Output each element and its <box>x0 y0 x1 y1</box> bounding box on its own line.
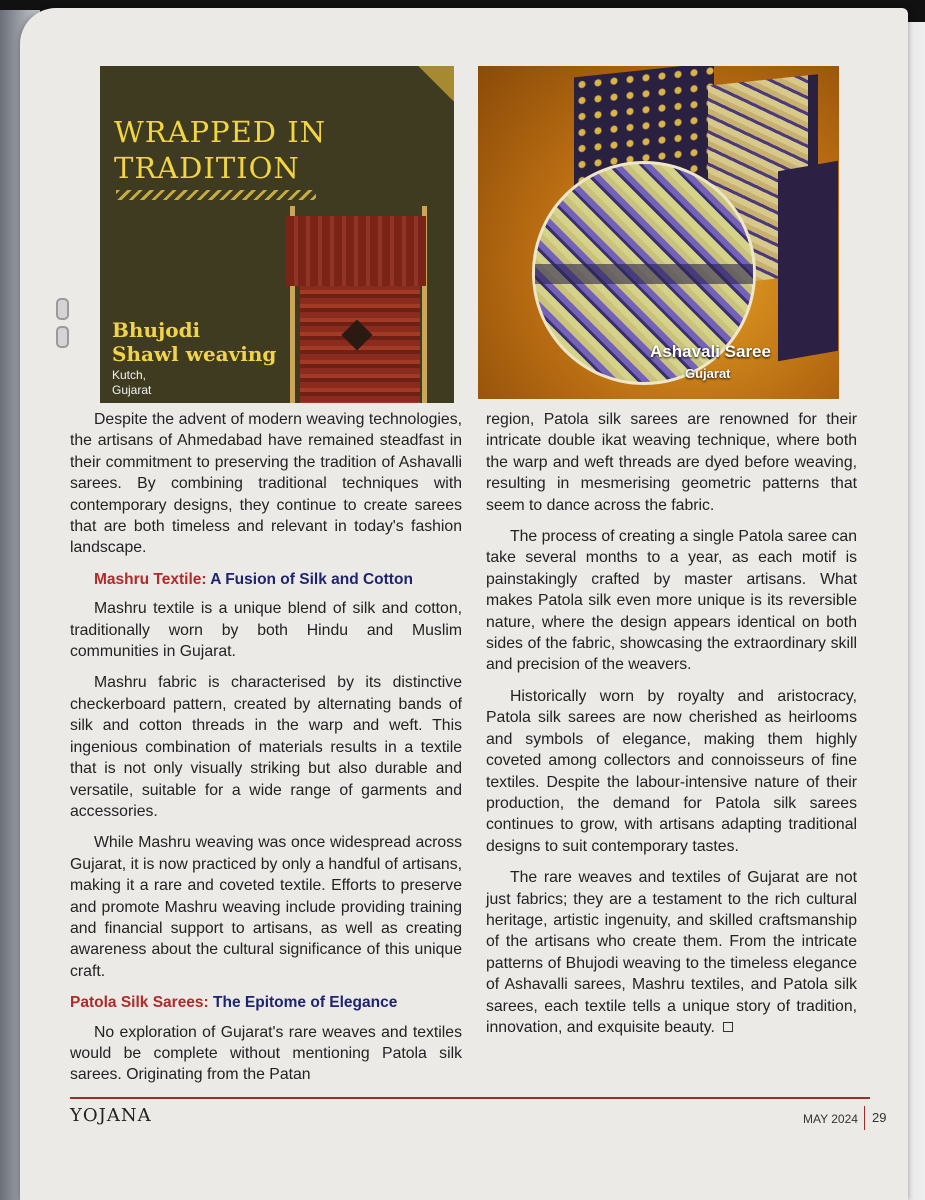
bhujodi-shawl-image <box>100 66 454 403</box>
shawl-fabric <box>286 216 426 286</box>
heading-subtitle: A Fusion of Silk and Cotton <box>210 570 413 588</box>
image-location <box>112 368 172 398</box>
heading-subtitle: The Epitome of Elegance <box>213 994 398 1012</box>
end-mark-icon <box>723 1022 733 1032</box>
paragraph: Mashru fabric is characterised by its distinctive checkerboard pattern, created by alternating bands of silk and cotton threads in the warp and weft. This ingenious combination of materials results in a textile that is not only visually striking but also durable and versatile, suitable for a wide range of garments and accessories. <box>70 674 462 820</box>
image-title-line: WRAPPED IN <box>114 115 327 149</box>
staple <box>56 298 69 320</box>
page-number: 29 <box>872 1110 887 1125</box>
image-caption-line: Shawl weaving <box>112 342 277 366</box>
ashavali-saree-image <box>478 66 839 399</box>
shawl-fabric <box>300 286 420 403</box>
decorative-zigzag <box>116 190 316 200</box>
paragraph: While Mashru weaving was once widespread across Gujarat, it is now practiced by only a handful of artisans, making it a rare and coveted textile. Efforts to preserve and promote Mashru weaving include providing training and financial support to artisans, as well as creating awareness about the cultural significance of this unique craft. <box>70 834 462 980</box>
saree-fabric <box>778 161 838 362</box>
issue-date: MAY 2024 <box>803 1112 858 1126</box>
section-heading <box>94 569 462 590</box>
image-title-line: TRADITION <box>114 151 300 185</box>
heading-label: Mashru Textile: <box>94 570 207 588</box>
paragraph: No exploration of Gujarat's rare weaves and textiles would be complete without mentioning Patola silk sarees. Originating from the Patan <box>70 1023 462 1084</box>
image-caption-line: Bhujodi <box>112 318 201 342</box>
right-text-column <box>486 409 857 1048</box>
paragraph: Despite the advent of modern weaving technologies, the artisans of Ahmedabad have remained steadfast in their commitment to preserving the tradition of Ashavalli sarees. By combining traditional techniques with contemporary designs, they continue to create sarees that are both timeless and relevant in today's fashion landscape. <box>70 411 462 557</box>
left-text-column <box>70 409 462 1096</box>
magazine-name: YOJANA <box>70 1105 152 1126</box>
image-location-line: Kutch, <box>112 368 147 382</box>
paragraph <box>486 867 857 1038</box>
footer-separator <box>864 1106 865 1130</box>
paragraph: Mashru textile is a unique blend of silk and cotton, traditionally worn by both Hindu and Muslim communities in Gujarat. <box>70 600 462 661</box>
paragraph: The process of creating a single Patola saree can take several months to a year, as each motif is painstakingly crafted by master artisans. What makes Patola silk even more unique is its reversible nature, where the design appears identical on both sides of the fabric, showcasing the extraordinary skill and precision of the weavers. <box>486 528 857 674</box>
image-location-line: Gujarat <box>112 383 152 397</box>
paragraph-text: The rare weaves and textiles of Gujarat are not just fabrics; they are a testament to the rich cultural heritage, artistic ingenuity, and skilled craftsmanship of the artisans who create them. From the intricate patterns of Bhujodi weaving to the timeless elegance of Ashavalli sarees, Mashru textiles, and Patola silk sarees, each textile tells a unique story of tradition, innovation, and exquisite beauty. <box>486 869 857 1036</box>
image-location: Gujarat <box>685 366 731 381</box>
staple <box>56 326 69 348</box>
heading-label: Patola Silk Sarees: <box>70 994 209 1012</box>
section-heading <box>70 992 462 1013</box>
footer-rule <box>70 1097 870 1099</box>
paragraph: region, Patola silk sarees are renowned for their intricate double ikat weaving technique, where both the warp and weft threads are dyed before weaving, resulting in mesmerising geometric patterns that seem to dance across the fabric. <box>486 411 857 514</box>
paragraph: Historically worn by royalty and aristocracy, Patola silk sarees are now cherished as heirlooms and symbols of elegance, making them highly coveted among collectors and connoisseurs of fine textiles. Despite the labour-intensive nature of their production, the demand for Patola silk sarees continues to grow, with artisans adapting traditional designs to suit contemporary tastes. <box>486 687 857 855</box>
image-caption: Ashavali Saree <box>650 342 771 361</box>
corner-fold <box>418 66 454 102</box>
image-caption <box>112 318 276 366</box>
image-title <box>114 114 434 186</box>
